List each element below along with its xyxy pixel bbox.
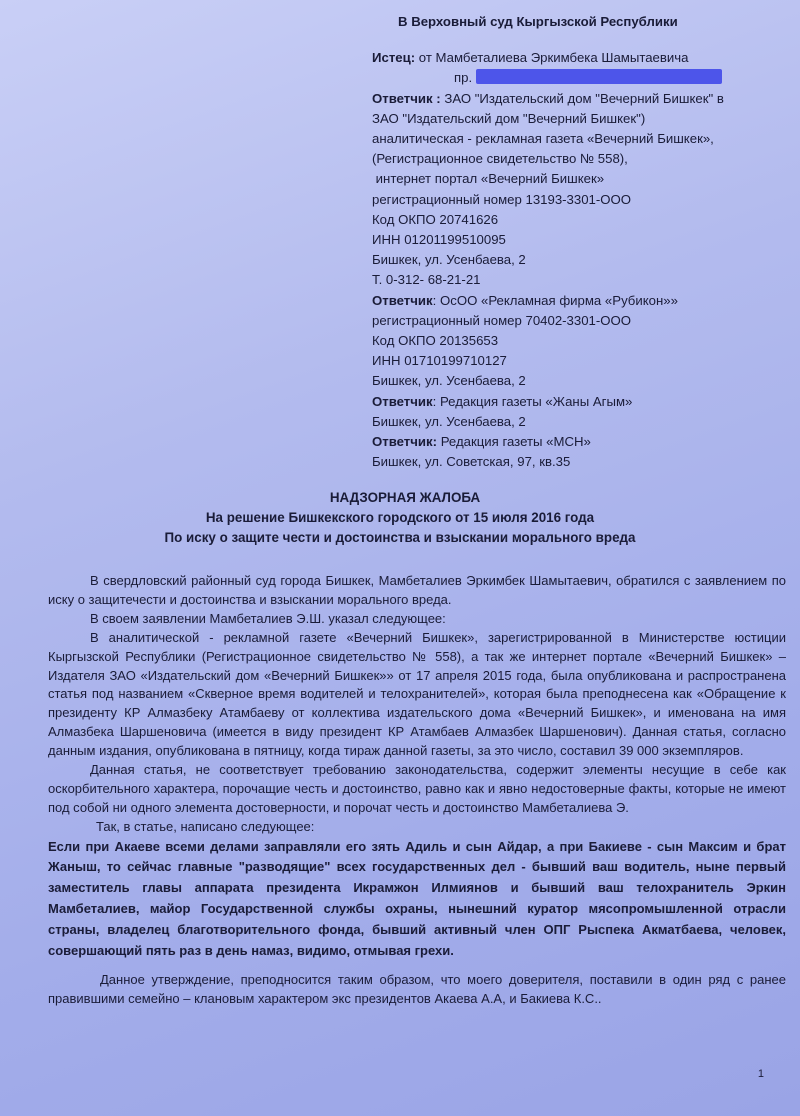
defendant-detail: Редакция газеты «МСН»: [437, 434, 591, 450]
defendant-line: [372, 291, 792, 311]
defendant-detail: Т. 0-312- 68-21-21: [372, 272, 481, 288]
defendant-detail: Бишкек, ул. Советская, 97, кв.35: [372, 454, 571, 470]
defendant-detail: ЗАО "Издательский дом "Вечерний Бишкек"): [372, 110, 646, 126]
paragraph: В своем заявлении Мамбеталиев Э.Ш. указал следующее:: [90, 610, 446, 626]
defendant-detail: интернет портал «Вечерний Бишкек»: [372, 171, 605, 187]
title-subject: На решение Бишкекского городского от 15 июля 2016 года: [205, 510, 595, 525]
defendant-line: [372, 392, 792, 412]
addressee-block: [372, 12, 792, 472]
defendant-label: Ответчик:: [372, 434, 438, 450]
address-prefix: пр.: [454, 70, 473, 86]
defendant-detail: аналитическая - рекламная газета «Вечерний Бишкек»,: [372, 131, 714, 147]
defendant-label: Ответчик: [372, 393, 433, 409]
defendant-detail: (Регистрационное свидетельство № 558),: [372, 151, 628, 167]
defendant-detail: Код ОКПО 20741626: [372, 211, 499, 227]
redaction-bar: [476, 69, 722, 84]
defendant-detail: Бишкек, ул. Усенбаева, 2: [372, 373, 526, 389]
paragraph: Данная статья, не соответствует требованию законодательства, содержит элементы несущие в себе как оскорбительного характера, порочащие честь и достоинство, равно как и явно недостоверные факты, которые не имеют под собой ни одного элемента достоверности, и порочат честь и достоинство Мамбеталиева Э.: [48, 762, 786, 815]
paragraph: Данное утверждение, преподносится таким образом, что моего доверителя, поставили в один ряд с ранее правившими семейно – клановым характером экс президентов Акаева А.А, и Бакиева К.С..: [48, 972, 786, 1007]
page-number: 1: [757, 1068, 764, 1080]
defendant-detail: : ОсОО «Рекламная фирма «Рубикон»»: [432, 292, 678, 308]
court-name: В Верховный суд Кыргызской Республики: [398, 14, 678, 29]
paragraph: В свердловский районный суд города Бишкек, Мамбеталиев Эркимбек Шамытаевич, обратился с заявлением по иску о защитечести и достоинства и взыскании морального вреда.: [48, 573, 786, 607]
defendant-detail: ИНН 01710199710127: [372, 353, 507, 369]
defendant-detail: ЗАО "Издательский дом "Вечерний Бишкек" в: [444, 90, 724, 106]
title-main: НАДЗОРНАЯ ЖАЛОБА: [329, 490, 481, 505]
quoted-excerpt: Если при Акаеве всеми делами заправляли его зять Адиль и сын Айдар, а при Бакиеве - сын Максим и брат Жаныш, то сейчас главные "разводящие" всех государственных дел - бывший ваш водитель, ныне первый заместитель главы аппарата президента Икрамжон Илмиянов и бывший ваш телохранитель Эркин Мамбеталиев, майор Государственной службы охраны, нынешний куратор мясопромышленной отрасли страны, владелец благотворительного фонда, бывший активный член ОПГ Рыспека Акматбаева, человек, совершающий пять раз в день намаз, видимо, отмывая грехи.: [48, 838, 786, 958]
defendant-label: Ответчик :: [372, 90, 441, 106]
defendant-detail: Бишкек, ул. Усенбаева, 2: [372, 413, 526, 429]
paragraph: В аналитической - рекламной газете «Вечерний Бишкек», зарегистрированной в Министерстве юстиции Кыргызской Республики (Регистрационное свидетельство № 558), а так же интернет портале «Вечерний Бишкек» – Издателя ЗАО «Издательский дом «Вечерний Бишкек»» от 17 апреля 2015 года, была опубликована и распространена статья под названием «Скверное время водителей и телохранителей», которая была преподнесена как «Обращение к президенту КР Алмазбеку Атамбаеву от коллектива издательского дома «Вечерний Бишкек», и именована на имя Алмазбека Шаршеновича (имеется в виду президент КР Атамбаев Алмазбек Шаршенович). Данная статья, согласно данным издания, опубликована в пятницу, когда тираж данной газеты, за это число, составил 39 000 экземпляров.: [48, 629, 786, 759]
title-claim: По иску о защите чести и достоинства и взыскании морального вреда: [164, 530, 636, 545]
document-body: [48, 572, 786, 1009]
defendant-detail: Бишкек, ул. Усенбаева, 2: [372, 252, 526, 268]
defendant-detail: регистрационный номер 13193-3301-ООО: [372, 191, 632, 207]
defendant-line: [372, 89, 792, 109]
paragraph: Так, в статье, написано следующее:: [96, 818, 315, 834]
defendant-detail: Код ОКПО 20135653: [372, 333, 499, 349]
plaintiff-label: Истец:: [372, 50, 416, 66]
spacer: [48, 961, 786, 971]
plaintiff-address: [454, 68, 792, 88]
plaintiff-line: [372, 48, 792, 68]
defendant-detail: регистрационный номер 70402-3301-ООО: [372, 312, 632, 328]
defendant-label: Ответчик: [372, 292, 433, 308]
defendant-detail: ИНН 01201199510095: [372, 232, 506, 248]
defendant-detail: : Редакция газеты «Жаны Агым»: [432, 393, 633, 409]
defendant-line: [372, 432, 792, 452]
plaintiff-name: от Мамбеталиева Эркимбека Шамытаевича: [418, 50, 689, 66]
document-title: [0, 488, 800, 548]
